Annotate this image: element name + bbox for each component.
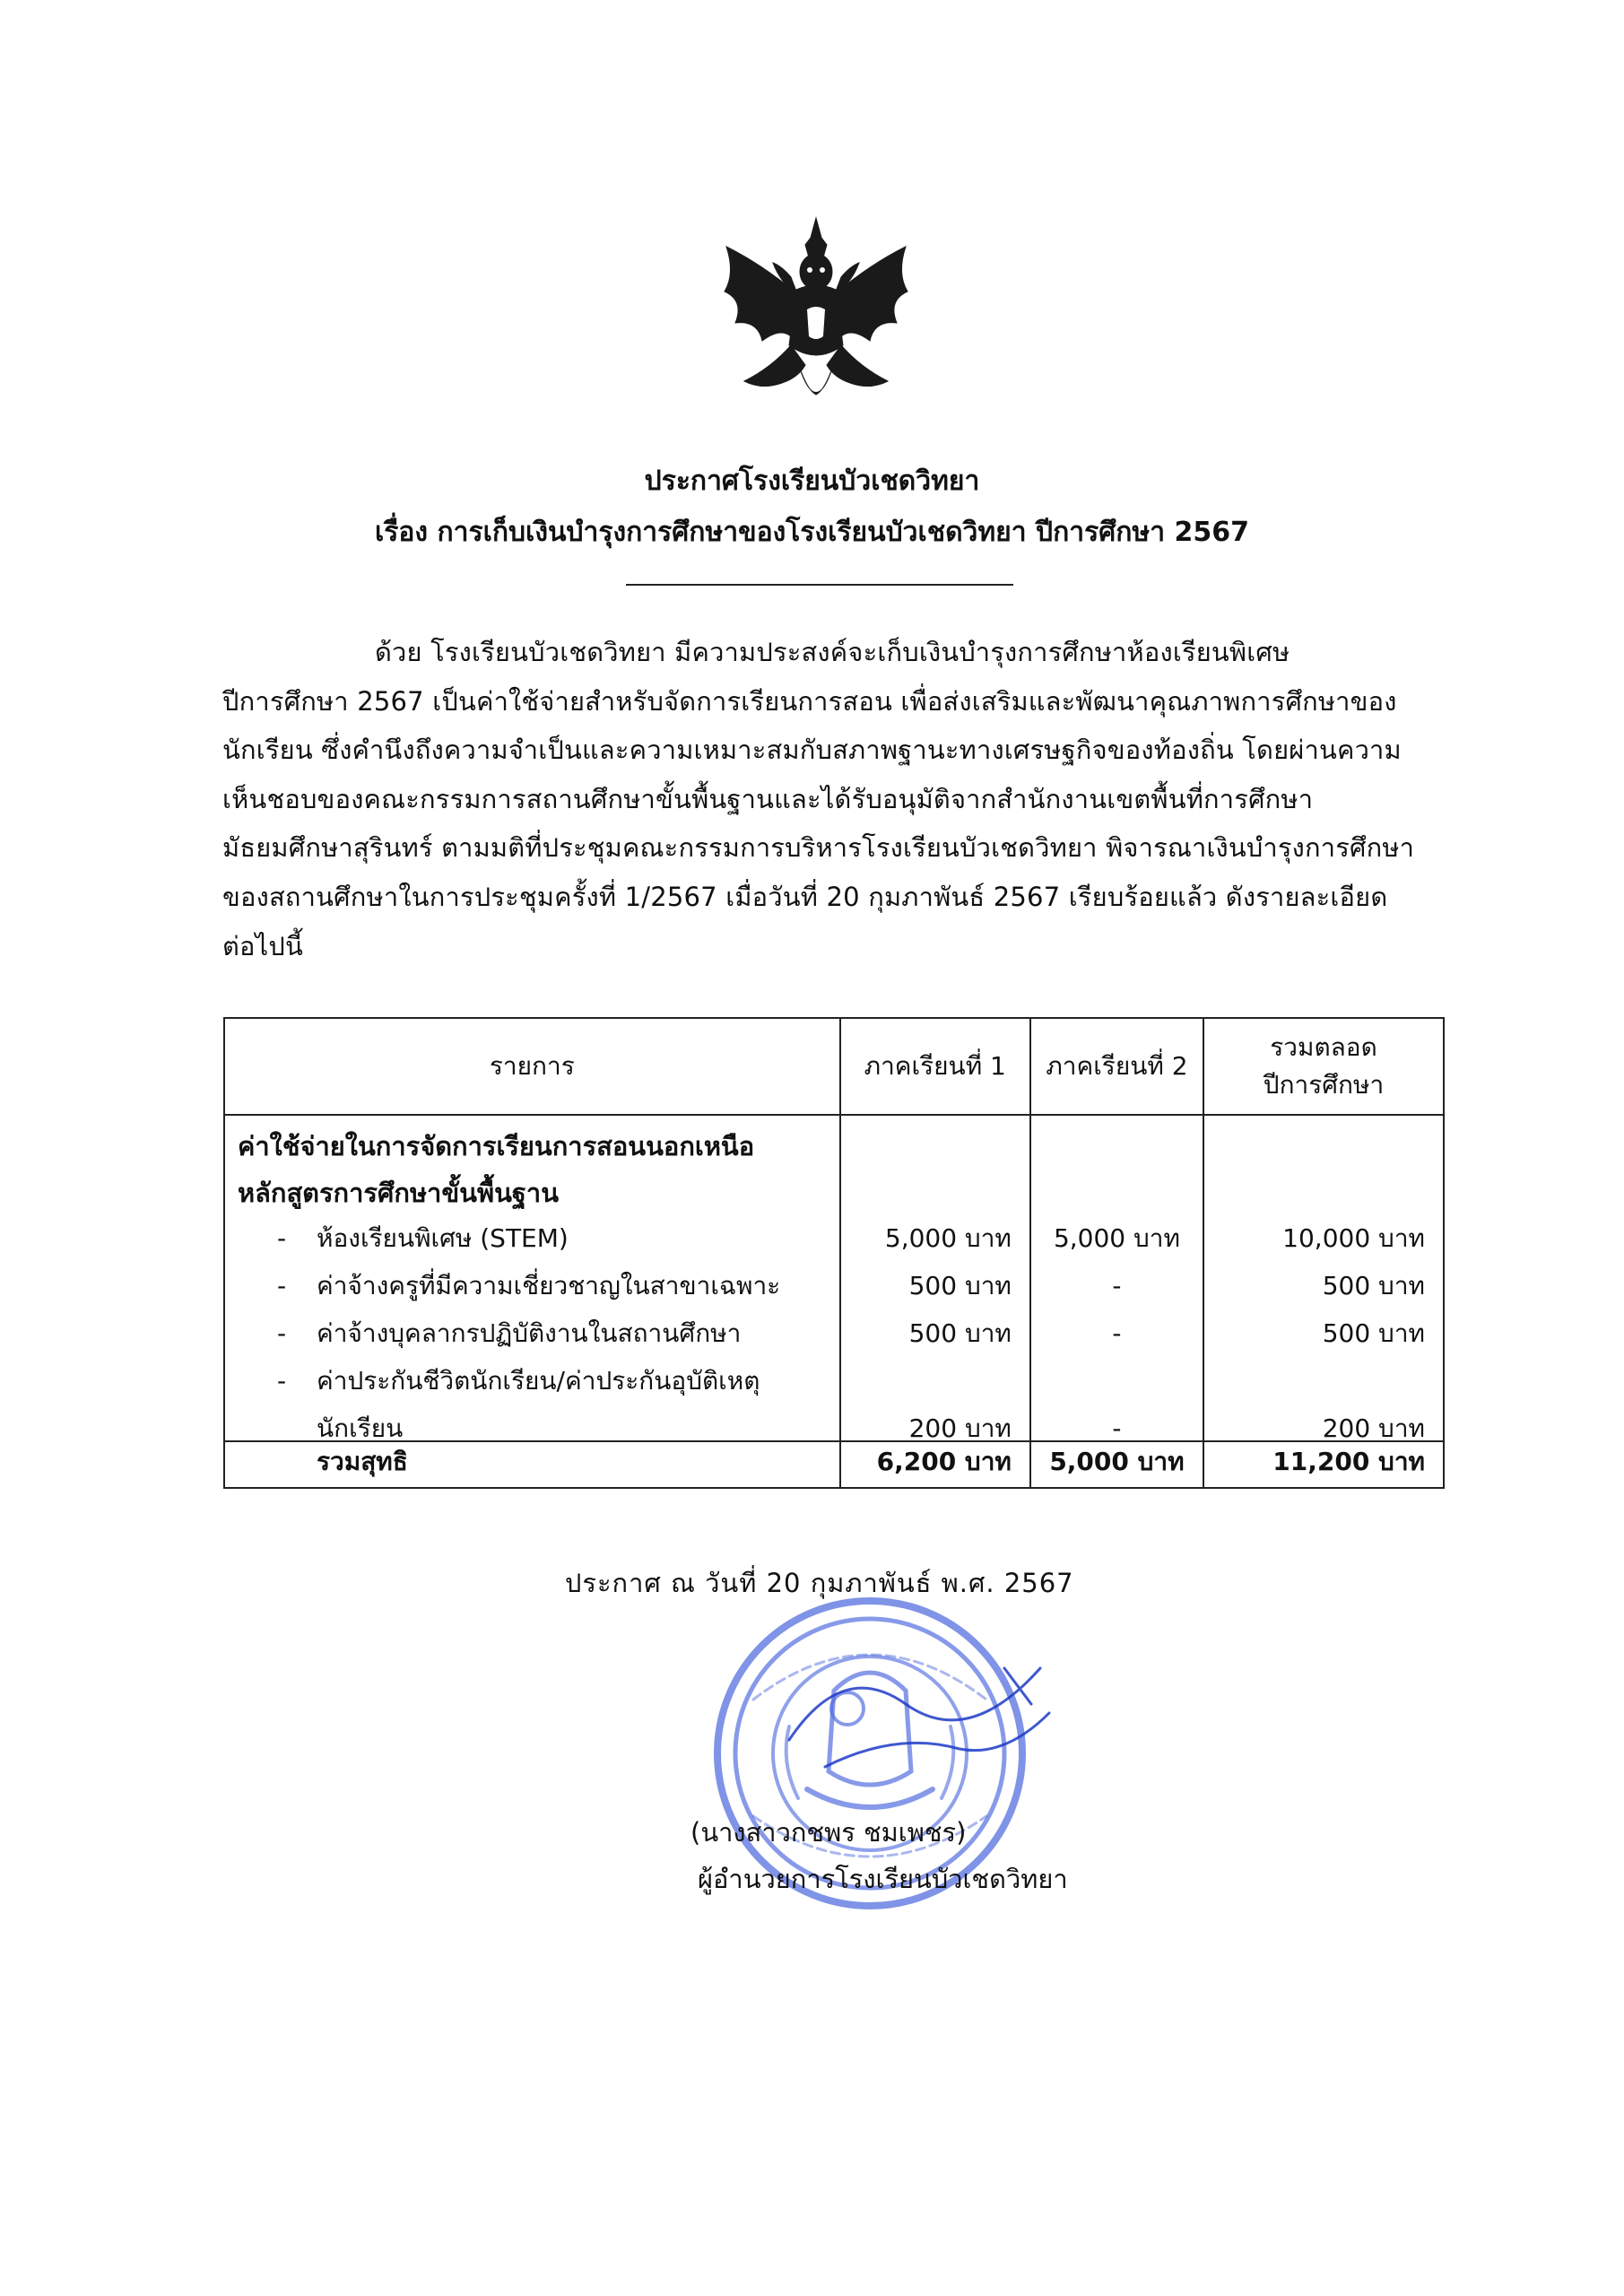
term2-value: - [1112, 1271, 1122, 1300]
item-dash: - [277, 1223, 287, 1253]
section-heading [238, 1123, 754, 1216]
body-line: นักเรียน ซึ่งคำนึงถึงความจำเป็นและความเหมาะสมกับสภาพฐานะทางเศรษฐกิจของท้องถิ่น โดยผ่านความ [222, 735, 1402, 766]
body-line: มัธยมศึกษาสุรินทร์ ตามมติที่ประชุมคณะกรรมการบริหารโรงเรียนบัวเชดวิทยา พิจารณาเงินบำรุงการศึกษา [222, 832, 1415, 864]
body-line: ปีการศึกษา 2567 เป็นค่าใช้จ่ายสำหรับจัดการเรียนการสอน เพื่อส่งเสริมและพัฒนาคุณภาพการศึกษาของ [222, 685, 1397, 717]
table-header-row [224, 1018, 1444, 1115]
section-heading-line2: หลักสูตรการศึกษาขั้นพื้นฐาน [238, 1178, 560, 1208]
item-label: ค่าจ้างบุคลากรปฏิบัติงานในสถานศึกษา [317, 1318, 742, 1348]
total-value: 500 บาท [1322, 1318, 1425, 1348]
term2-value: 5,000 บาท [1053, 1223, 1180, 1253]
signer-name: (นางสาวกชพร ชมเพชร) [690, 1817, 967, 1848]
garuda-emblem-icon [708, 211, 924, 422]
term1-value: 200 บาท [908, 1413, 1012, 1443]
term1-value: 500 บาท [908, 1318, 1012, 1348]
item-label: ค่าประกันชีวิตนักเรียน/ค่าประกันอุบัติเหตุ [317, 1366, 760, 1396]
item-dash: - [277, 1318, 287, 1348]
announcement-subject: เรื่อง การเก็บเงินบำรุงการศึกษาของโรงเรียนบัวเชดวิทยา ปีการศึกษา 2567 [375, 517, 1249, 548]
term1-value: 500 บาท [908, 1271, 1012, 1300]
signer-position: ผู้อำนวยการโรงเรียนบัวเชดวิทยา [698, 1864, 1068, 1894]
total-value: 500 บาท [1322, 1271, 1425, 1300]
item-dash: - [277, 1366, 287, 1396]
total-cell [1203, 1115, 1444, 1441]
term1-value: 5,000 บาท [884, 1223, 1012, 1253]
total-value: 10,000 บาท [1282, 1223, 1425, 1253]
header-term2: ภาคเรียนที่ 2 [1030, 1018, 1203, 1115]
body-paragraph [222, 628, 1424, 970]
announce-date: ประกาศ ณ วันที่ 20 กุมภาพันธ์ พ.ศ. 2567 [565, 1568, 1074, 1598]
table-body-row [224, 1115, 1444, 1441]
header-total-line1: รวมตลอด [1270, 1032, 1377, 1062]
term1-cell [840, 1115, 1030, 1441]
term2-value: - [1112, 1413, 1122, 1443]
body-line: ต่อไปนี้ [222, 930, 304, 961]
header-total-line2: ปีการศึกษา [1263, 1070, 1385, 1100]
header-total [1203, 1018, 1444, 1115]
grand-total-term1: 6,200 บาท [840, 1441, 1030, 1488]
body-line: เห็นชอบของคณะกรรมการสถานศึกษาขั้นพื้นฐานและได้รับอนุมัติจากสำนักงานเขตพื้นที่การศึกษา [222, 783, 1314, 814]
announcement-title: ประกาศโรงเรียนบัวเชดวิทยา [644, 465, 980, 497]
grand-total-value: 11,200 บาท [1203, 1441, 1444, 1488]
body-line: ของสถานศึกษาในการประชุมครั้งที่ 1/2567 เมื่อวันที่ 20 กุมภาพันธ์ 2567 เรียบร้อยแล้ว ดังรายละเอียด [222, 881, 1388, 912]
section-heading-line1: ค่าใช้จ่ายในการจัดการเรียนการสอนนอกเหนือ [238, 1131, 755, 1161]
total-value: 200 บาท [1322, 1413, 1425, 1443]
item-label-continued: นักเรียน [317, 1413, 404, 1443]
item-label: ค่าจ้างครูที่มีความเชี่ยวชาญในสาขาเฉพาะ [317, 1271, 781, 1300]
grand-total-label: รวมสุทธิ [224, 1441, 840, 1488]
grand-total-row [224, 1441, 1444, 1488]
item-label: ห้องเรียนพิเศษ (STEM) [317, 1223, 569, 1253]
header-term1: ภาคเรียนที่ 1 [840, 1018, 1030, 1115]
fee-table [223, 1017, 1445, 1489]
title-divider [626, 584, 1013, 586]
header-item: รายการ [224, 1018, 840, 1115]
term2-value: - [1112, 1318, 1122, 1348]
grand-total-term2: 5,000 บาท [1030, 1441, 1203, 1488]
item-dash: - [277, 1271, 287, 1300]
handwritten-signature [771, 1632, 1067, 1812]
term2-cell [1030, 1115, 1203, 1441]
items-cell [224, 1115, 840, 1441]
body-line: ด้วย โรงเรียนบัวเชดวิทยา มีความประสงค์จะเก็บเงินบำรุงการศึกษาห้องเรียนพิเศษ [375, 637, 1290, 667]
